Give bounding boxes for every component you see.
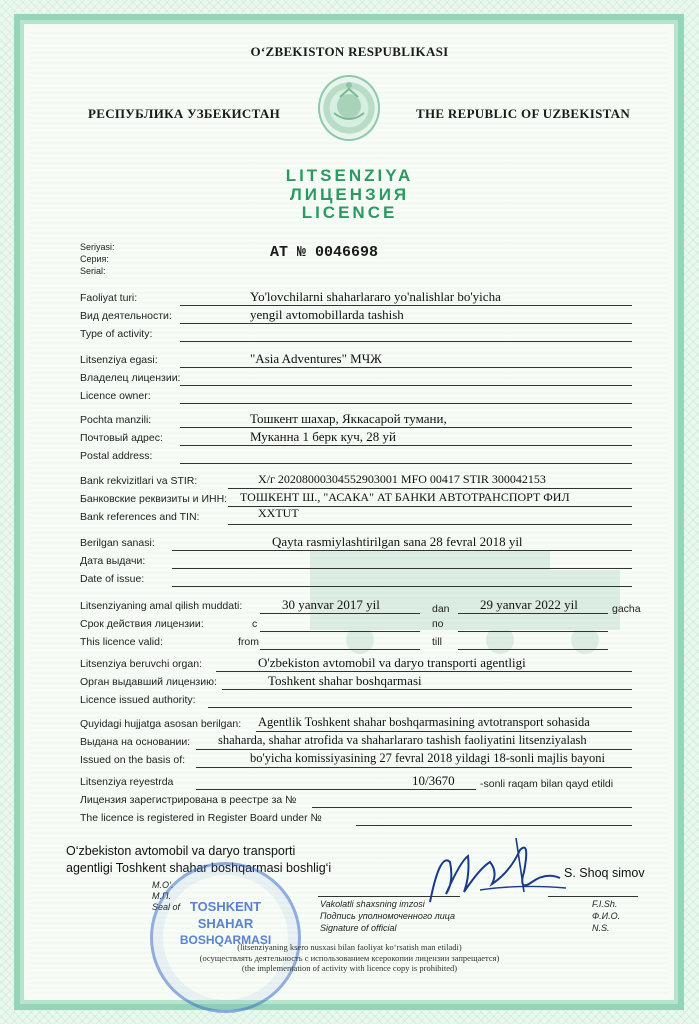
address-value-2: Муканна 1 берк куч, 28 уй: [250, 429, 396, 444]
sig-label-ru: Подпись уполномоченного лица: [320, 911, 456, 921]
issue-date-label-en: Date of issue:: [80, 573, 145, 585]
official-title-2: agentligi Toshkent shahar boshqarmasi boshlig‘i: [66, 861, 332, 875]
stamp-line-2: SHAHAR: [197, 916, 254, 931]
address-label-en: Postal address:: [80, 450, 153, 462]
title-en: LICENCE: [301, 203, 398, 222]
issue-date-label-uz: Berilgan sanasi:: [80, 537, 155, 549]
validity-label-ru: Срок действия лицензии:: [80, 618, 204, 630]
validity-from-value: 30 yanvar 2017 yil: [282, 597, 380, 612]
registry-label-en: The licence is registered in Register Board under №: [80, 812, 322, 824]
title-ru: ЛИЦЕНЗИЯ: [289, 185, 410, 204]
serial-label-uz: Seriyasi:: [80, 242, 115, 252]
handwritten-signature-icon: [420, 832, 570, 912]
basis-value-3: bo'yicha komissiyasining 27 fevral 2018 yildagi 18-sonli majlis bayoni: [250, 751, 605, 765]
authority-value-2: Toshkent shahar boshqarmasi: [268, 673, 422, 688]
issue-date-value: Qayta rasmiylashtirilgan sana 28 fevral 2018 yil: [272, 534, 523, 549]
activity-label-uz: Faoliyat turi:: [80, 292, 138, 304]
validity-from-en: from: [238, 636, 259, 648]
validity-label-en: This licence valid:: [80, 636, 163, 648]
address-value-1: Тошкент шахар, Яккасарой тумани,: [250, 411, 447, 426]
title-uz: LITSENZIYA: [285, 166, 414, 185]
activity-label-ru: Вид деятельности:: [80, 310, 172, 322]
bank-value-3: ХХТUТ: [258, 506, 299, 520]
basis-label-uz: Quyidagi hujjatga asosan berilgan:: [80, 718, 242, 730]
registry-value: 10/3670: [412, 773, 455, 788]
address-label-uz: Pochta manzili:: [80, 414, 152, 426]
address-label-ru: Почтовый адрес:: [80, 432, 163, 444]
serial-number: АТ № 0046698: [270, 244, 379, 261]
registry-label-ru: Лицензия зарегистрирована в реестре за №: [80, 794, 297, 806]
fio-label-en: N.S.: [592, 923, 610, 933]
validity-to-en: till: [432, 636, 442, 648]
seal-label-uz: M.O‘.: [152, 880, 174, 890]
footer-line-ru: (осуществлять деятельность с использованием ксерокопии лицензии запрещается): [199, 953, 500, 963]
basis-label-en: Issued on the basis of:: [80, 754, 186, 766]
authority-label-uz: Litsenziya beruvchi organ:: [80, 658, 202, 670]
basis-value-2: shaharda, shahar atrofida va shaharlararo tashish faoliyatini litsenziyalash: [218, 733, 587, 747]
owner-label-ru: Владелец лицензии:: [80, 372, 181, 384]
validity-from-ru: с: [252, 618, 258, 630]
owner-value: "Asia Adventures" МЧЖ: [250, 351, 382, 366]
bank-label-ru: Банковские реквизиты и ИНН:: [80, 493, 228, 505]
activity-value-2: yengil avtomobillarda tashish: [250, 307, 404, 322]
footer-line-en: (the implementation of activity with licence copy is prohibited): [241, 963, 458, 973]
activity-label-en: Type of activity:: [80, 328, 153, 340]
validity-tail-label: gacha: [612, 603, 641, 615]
bank-label-uz: Bank rekvizitlari va STIR:: [80, 475, 198, 487]
registry-tail-label: -sonli raqam bilan qayd etildi: [480, 778, 614, 790]
official-title-1: O‘zbekiston avtomobil va daryo transporti: [66, 844, 296, 858]
official-name: S. Shoq simov: [564, 866, 645, 880]
country-uz: O‘ZBEKISTON RESPUBLIKASI: [250, 44, 449, 59]
validity-to-uz: dan: [432, 603, 450, 615]
serial-label-en: Serial:: [80, 266, 106, 276]
authority-label-ru: Орган выдавший лицензию:: [80, 676, 217, 688]
authority-value-1: O'zbekiston avtomobil va daryo transporti agentligi: [258, 655, 526, 670]
validity-label-uz: Litsenziyaning amal qilish muddati:: [80, 600, 243, 612]
state-emblem-icon: [318, 75, 380, 141]
basis-label-ru: Выдана на основании:: [80, 736, 191, 748]
bank-value-1: Х/г 20208000304552903001 MFO 00417 STIR 300042153: [258, 472, 546, 486]
owner-label-en: Licence owner:: [80, 390, 151, 402]
validity-to-ru: по: [432, 618, 444, 630]
official-stamp: [150, 862, 301, 1013]
fio-label-uz: F.I.Sh.: [592, 899, 618, 909]
bank-value-2: ТОШКЕНТ Ш., "АСАКА" АТ БАНКИ АВТОТРАНСПОРТ ФИЛ: [240, 490, 570, 504]
bank-label-en: Bank references and TIN:: [80, 511, 200, 523]
serial-label-ru: Серия:: [80, 254, 109, 264]
activity-value-1: Yo'lovchilarni shaharlararo yo'nalishlar bo'yicha: [250, 289, 501, 304]
validity-to-value: 29 yanvar 2022 yil: [480, 597, 578, 612]
stamp-line-3: BOSHQARMASI: [179, 933, 272, 947]
basis-value-1: Agentlik Toshkent shahar boshqarmasining avtotransport sohasida: [258, 715, 590, 729]
issue-date-label-ru: Дата выдачи:: [80, 555, 146, 567]
fio-label-ru: Ф.И.О.: [592, 911, 621, 921]
seal-label-en: Seal of: [152, 902, 181, 912]
seal-label-ru: М.П.: [152, 891, 172, 901]
country-ru: РЕСПУБЛИКА УЗБЕКИСТАН: [88, 106, 281, 121]
owner-label-uz: Litsenziya egasi:: [80, 354, 158, 366]
stamp-line-1: TOSHKENT: [189, 899, 262, 914]
country-en: THE REPUBLIC OF UZBEKISTAN: [416, 106, 631, 121]
sig-label-uz: Vakolatli shaxsning imzosi: [320, 899, 425, 909]
authority-label-en: Licence issued authority:: [80, 694, 196, 706]
sig-label-en: Signature of official: [320, 923, 397, 933]
registry-label-uz: Litsenziya reyestrda: [80, 776, 174, 788]
footer-line-uz: (litsenziyaning ksero nusxasi bilan faoliyat ko‘rsatish man etiladi): [237, 942, 462, 952]
